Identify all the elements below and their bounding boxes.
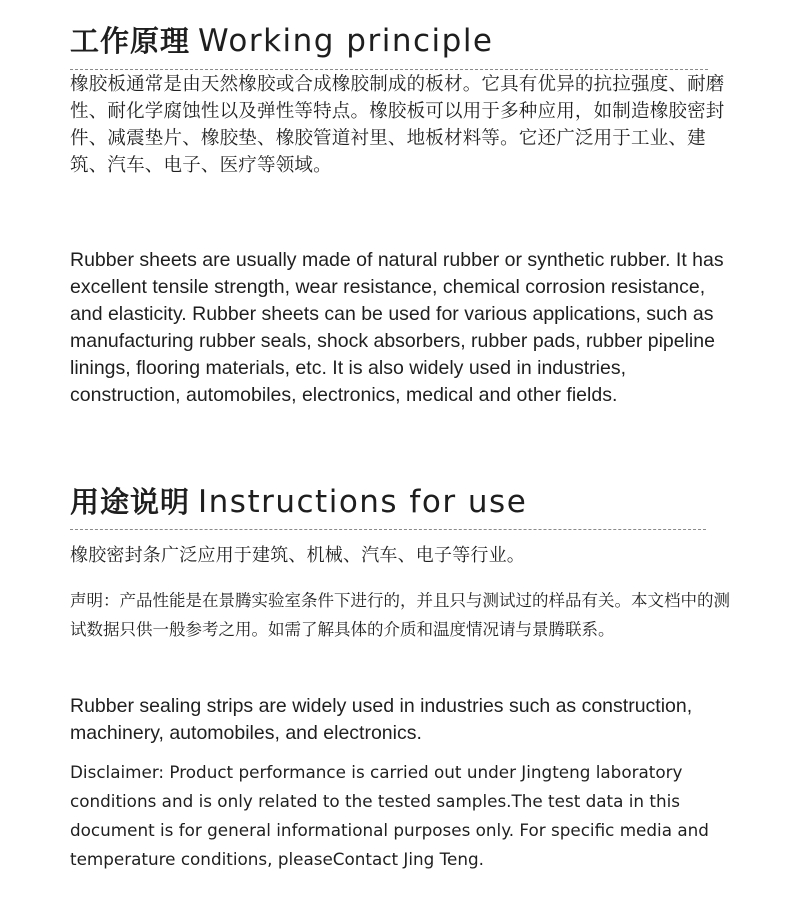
disclaimer-paragraph-en: Disclaimer: Product performance is carried out under Jingteng laboratory conditions and is only related to the tested samples.The test data in this document is for general informational purposes only. For specific media and temperature conditions, pleaseContact Jing Teng. (70, 762, 709, 869)
section-title (70, 23, 725, 59)
section-title-en: Working principle (198, 23, 494, 59)
section-divider (70, 69, 708, 70)
disclaimer-paragraph-zh: 声明：产品性能是在景腾实验室条件下进行的，并且只与测试过的样品有关。本文档中的测试数据只供一般参考之用。如需了解具体的介质和温度情况请与景腾联系。 (70, 591, 730, 639)
section-title (70, 484, 725, 520)
working-paragraph-zh: 橡胶板通常是由天然橡胶或合成橡胶制成的板材。它具有优异的抗拉强度、耐磨性、耐化学腐蚀性以及弹性等特点。橡胶板可以用于多种应用，如制造橡胶密封件、减震垫片、橡胶垫、橡胶管道衬里、地板材料等。它还广泛用于工业、建筑、汽车、电子、医疗等领域。 (70, 74, 725, 176)
working-paragraph-en: Rubber sheets are usually made of natural rubber or synthetic rubber. It has excellent tensile strength, wear resistance, chemical corrosion resistance, and elasticity. Rubber sheets can be used for various applications, such as manufacturing rubber seals, shock absorbers, rubber pads, rubber pipeline linings, flooring materials, etc. It is also widely used in industries, construction, automobiles, electronics, medical and other fields. (70, 249, 724, 406)
working-principle-heading (70, 23, 725, 59)
instructions-heading (70, 484, 725, 520)
usage-paragraph-en: Rubber sealing strips are widely used in industries such as construction, machinery, automobiles, and electronics. (70, 695, 693, 744)
section-title-zh: 工作原理 (70, 24, 191, 58)
section-title-zh: 用途说明 (70, 485, 191, 519)
usage-paragraph-zh: 橡胶密封条广泛应用于建筑、机械、汽车、电子等行业。 (70, 545, 525, 566)
section-title-en: Instructions for use (198, 484, 528, 520)
section-divider (70, 529, 706, 530)
